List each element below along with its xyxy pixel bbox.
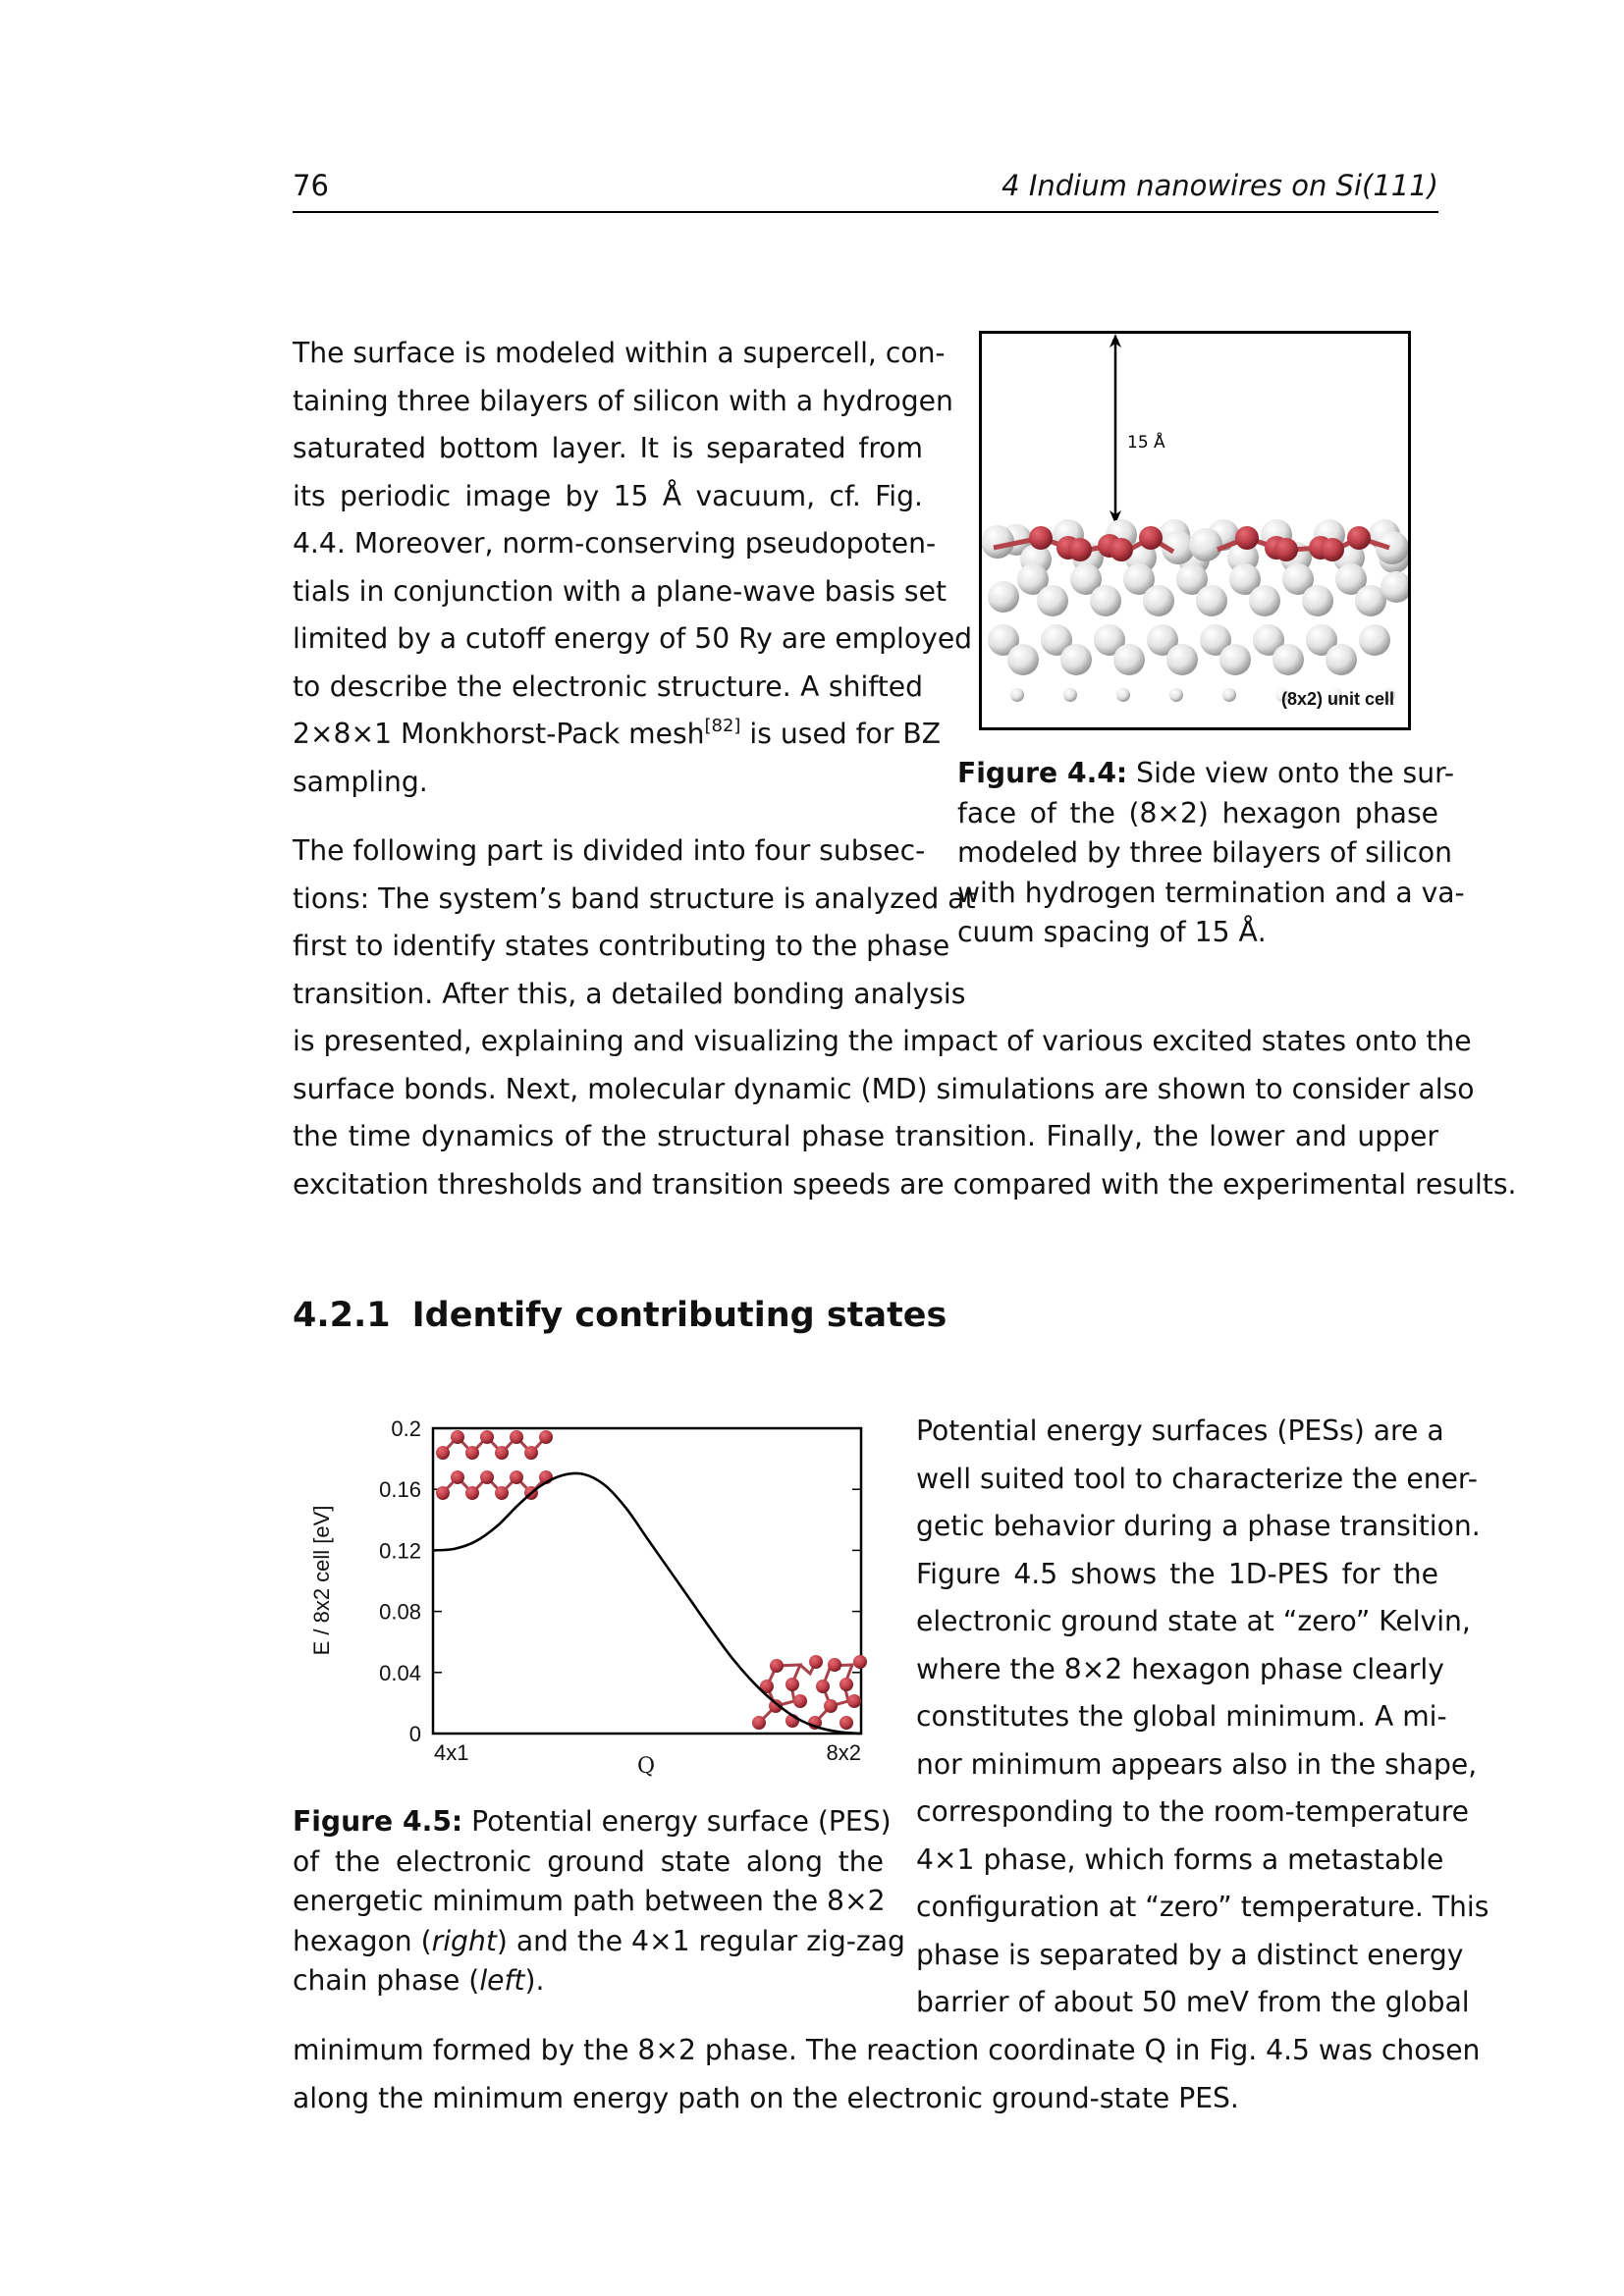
text-line: along the minimum energy path on the electronic ground-state PES. (293, 2081, 1239, 2114)
figure-4-4-caption: Figure 4.4: Side view onto the sur- face of the (8×2) hexagon phase modeled by three bilayers of silicon with hydrogen termination and a va- cuum spacing of 15 Å. (957, 757, 1465, 948)
pes-line-chart (293, 1404, 882, 1787)
text-line: configuration at “zero” temperature. This (916, 1891, 1489, 1923)
overview-paragraph (293, 828, 976, 1018)
text-line: is presented, explaining and visualizing the impact of various excited states onto the (293, 1025, 1472, 1057)
section-heading (293, 1296, 947, 1335)
y-tick-label: 0.08 (379, 1599, 421, 1625)
y-tick-label: 0.04 (379, 1660, 421, 1685)
text-line: its periodic image by 15 Å vacuum, cf. Fig. (293, 479, 923, 512)
text-line: nor minimum appears also in the shape, (916, 1747, 1478, 1781)
pes-paragraph-wide (293, 2027, 1481, 2122)
x-tick-label: 4x1 (434, 1740, 469, 1765)
y-tick-label: 0.12 (379, 1538, 421, 1564)
text-line: sampling. (293, 765, 428, 798)
section-title: Identify contributing states (411, 1296, 947, 1335)
x-axis-label: Q (636, 1754, 656, 1779)
text-line: corresponding to the room-temperature (916, 1795, 1470, 1828)
running-title: 4 Indium nanowires on Si(111) (1001, 169, 1438, 202)
text-line: constitutes the global minimum. A mi- (916, 1700, 1447, 1733)
y-tick-label: 0 (408, 1722, 421, 1746)
section-number: 4.2.1 (293, 1296, 391, 1335)
figure-4-4-image (979, 331, 1411, 730)
text-line: where the 8×2 hexagon phase clearly (916, 1652, 1444, 1685)
vacuum-label: 15 Å (1127, 433, 1165, 453)
y-tick-label: 0.2 (391, 1416, 421, 1441)
text-line: limited by a cutoff energy of 50 Ry are employed (293, 622, 973, 655)
text-line: to describe the electronic structure. A shifted (293, 669, 923, 703)
text-line: getic behavior during a phase transition. (916, 1510, 1481, 1542)
text-line: first to identify states contributing to the phase (293, 930, 950, 962)
text-line: tions: The system’s band structure is analyzed at (293, 881, 976, 915)
text-line: electronic ground state at “zero” Kelvin, (916, 1605, 1471, 1637)
text-line: 4×1 phase, which forms a metastable (916, 1842, 1444, 1876)
text-line: well suited tool to characterize the ener- (916, 1462, 1478, 1495)
text-line: the time dynamics of the structural phase transition. Finally, the lower and upper (293, 1120, 1438, 1152)
unit-cell-label: (8x2) unit cell (1280, 689, 1394, 709)
y-axis-label: E / 8x2 cell [eV] (309, 1505, 334, 1656)
caption-label: Figure 4.5: (293, 1805, 463, 1838)
text-line: The following part is divided into four subsec- (293, 834, 926, 867)
overview-paragraph-wide (293, 1018, 1517, 1208)
text-line: minimum formed by the 8×2 phase. The reaction coordinate Q in Fig. 4.5 was chosen (293, 2034, 1481, 2066)
text-line: surface bonds. Next, molecular dynamic (MD) simulations are shown to consider also (293, 1072, 1475, 1105)
text-line: Potential energy surfaces (PESs) are a (916, 1415, 1444, 1447)
intro-paragraph (293, 330, 973, 806)
x-tick-label: 8x2 (826, 1740, 861, 1765)
text-line: transition. After this, a detailed bonding analysis (293, 977, 966, 1010)
side-view-illustration (982, 334, 1408, 727)
text-line: tials in conjunction with a plane-wave basis set (293, 574, 947, 608)
header-rule (293, 211, 1438, 213)
page-number: 76 (293, 169, 329, 202)
text-line: The surface is modeled within a supercell, con- (293, 337, 946, 369)
text-line: excitation thresholds and transition speeds are compared with the experimental results. (293, 1167, 1517, 1201)
text-line: 4.4. Moreover, norm-conserving pseudopoten- (293, 527, 937, 560)
text-line: taining three bilayers of silicon with a hydrogen (293, 384, 953, 417)
y-tick-label: 0.16 (379, 1477, 421, 1503)
text-line: phase is separated by a distinct energy (916, 1938, 1464, 1971)
text-line: 2×8×1 Monkhorst-Pack mesh[82] is used for BZ (293, 716, 942, 750)
citation-link[interactable]: [82] (704, 716, 741, 736)
text-line: saturated bottom layer. It is separated from (293, 432, 923, 464)
caption-label: Figure 4.4: (957, 757, 1128, 789)
text-line: Figure 4.5 shows the 1D-PES for the (916, 1557, 1438, 1590)
pes-paragraph (916, 1408, 1489, 2027)
text-line: barrier of about 50 meV from the global (916, 1986, 1470, 2018)
figure-4-5-caption: Figure 4.5: Potential energy surface (PES) of the electronic ground state along the energetic minimum path between the 8×2 hexagon (right) and the 4×1 regular zig-zag chain phase (left). (293, 1805, 905, 1997)
figure-4-5-chart (293, 1404, 882, 1787)
